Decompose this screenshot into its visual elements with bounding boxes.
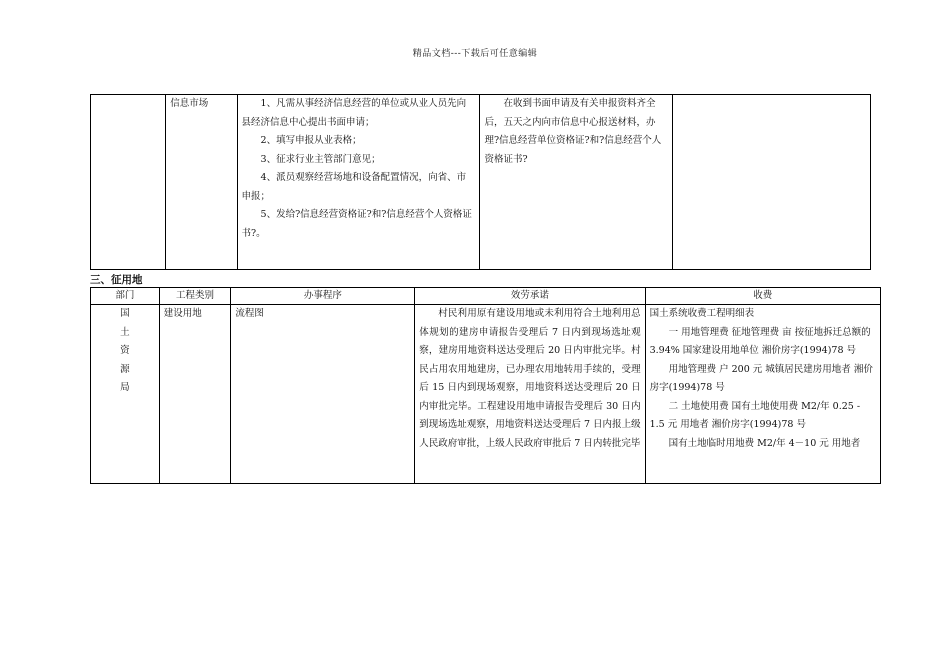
promise-text: 在收到书面申请及有关申报资料齐全后，五天之内向市信息中心报送材料，办理?信息经营单位资格证?和?信息经营个人资格证书? — [484, 98, 662, 165]
table-header-row — [91, 288, 881, 305]
promise-cell — [480, 95, 673, 270]
header-promise: 效劳承诺 — [415, 288, 645, 305]
category-cell: 信息市场 — [166, 95, 237, 270]
dept-char: 国 — [120, 308, 130, 319]
fee-cell — [645, 305, 880, 484]
header-procedure: 办事程序 — [231, 288, 415, 305]
type-cell: 建设用地 — [159, 305, 231, 484]
dept-char: 资 — [120, 345, 130, 356]
procedure-cell — [237, 95, 480, 270]
fee-line: 国土系统收费工程明细表 — [649, 308, 755, 319]
table-row — [91, 305, 881, 484]
fee-line: 一 用地管理费 征地管理费 亩 按征地拆迁总额的 3.94% 国家建设用地单位 湘价房字(1994)78 号 — [649, 326, 871, 356]
procedure-step: 4、派员观察经营场地和设备配置情况，向省、市申报； — [241, 172, 467, 202]
dept-cell — [91, 95, 166, 270]
fee-line: 二 土地使用费 国有土地使用费 M2/年 0.25 - 1.5 元 用地者 湘价房字(1994)78 号 — [649, 400, 861, 430]
fee-cell — [673, 95, 871, 270]
dept-cell — [91, 305, 160, 484]
procedure-cell: 流程图 — [231, 305, 415, 484]
dept-char: 源 — [120, 363, 130, 375]
table-row — [91, 95, 871, 270]
section-title: 三、征用地 — [90, 274, 143, 286]
procedure-step: 3、征求行业主管部门意见； — [260, 153, 381, 165]
header-type: 工程类别 — [159, 288, 231, 305]
fee-line: 用地管理费 户 200 元 城镇居民建房用地者 湘价房字(1994)78 号 — [649, 363, 873, 393]
procedure-step: 5、发给?信息经营资格证?和?信息经营个人资格证书?。 — [241, 209, 472, 239]
page-header: 精品文档---下载后可任意编辑 — [412, 49, 538, 59]
info-market-table — [90, 94, 871, 270]
procedure-step: 2、填写申报从业表格； — [260, 135, 362, 146]
header-fee: 收费 — [645, 288, 880, 305]
dept-char: 局 — [120, 382, 130, 393]
land-requisition-table — [90, 287, 881, 484]
fee-line: 国有土地临时用地费 M2/年 4－10 元 用地者 — [668, 437, 861, 449]
dept-char: 土 — [120, 326, 130, 338]
header-dept: 部门 — [91, 288, 160, 305]
promise-cell: 村民利用原有建设用地或未利用符合土地利用总体规划的建房申请报告受理后 7 日内到现场选址观察，建房用地资料送达受理后 20 日内审批完毕。村民占用农用地建房，已办理农用地转用手续的，受理后 15 日内到现场观察，用地资料送达受理后 20 日内审批完毕。工程建设用地申请报告受理后 30 日内到现场选址观察，用地资料送达受理后 7 日内报上级人民政府审批，上级人民政府审批后 7 日内转批完毕 — [415, 305, 645, 484]
procedure-step: 1、凡需从事经济信息经营的单位或从业人员先向县经济信息中心提出书面申请； — [241, 98, 467, 128]
